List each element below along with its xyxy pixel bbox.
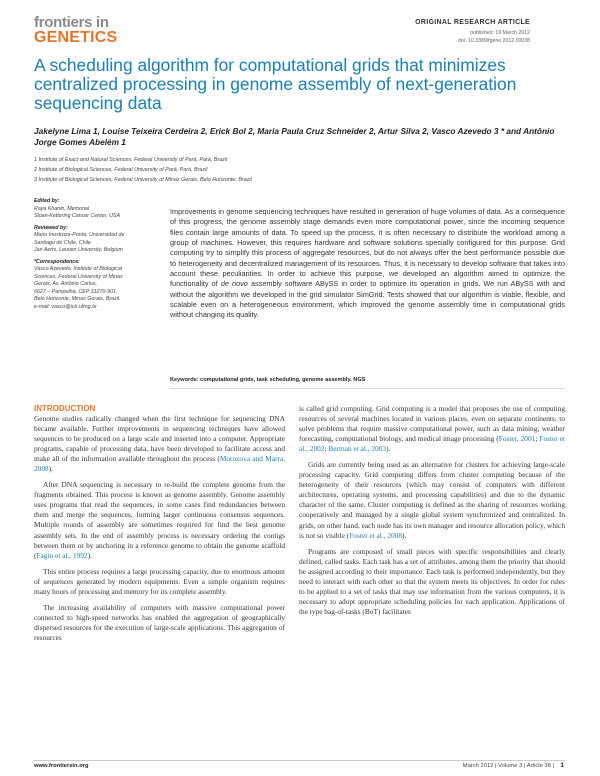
edited-by-label: Edited by: <box>34 198 60 204</box>
paragraph-text: ). <box>48 464 53 474</box>
correspondence-email[interactable]: e-mail: vasco@icb.ufmg.br <box>34 303 97 310</box>
article-title: A scheduling algorithm for computational grids that minimizes centralized processing in genome assembly of next-generation sequencing data <box>34 55 517 113</box>
doi[interactable]: doi: 10.3389/fgene.2012.00038 <box>458 38 530 44</box>
editor-line: Raya Khanin, Memorial <box>34 205 90 212</box>
paragraph <box>34 480 285 560</box>
affiliation: 1 Institute of Exact and Natural Sciences, Federal University of Pará, Pará, Brazil <box>34 157 228 163</box>
reviewer-line: Jan Aerts, Leuven University, Belgium <box>34 247 123 253</box>
paragraph: This entire process requires a large processing capacity, due to enormous amount of sequences generated by modern equipments. Even a simple organism requires many hours of processing and memory for its complete assembly. <box>34 566 285 596</box>
footer-website-link[interactable]: www.frontiersin.org <box>34 763 89 769</box>
citation-link[interactable]: Foster et al., 2002 <box>299 434 565 454</box>
correspondence-line: 6627 – Pampulha, CEP 31270-901, <box>34 288 118 295</box>
paragraph-text: ). <box>402 530 407 540</box>
paragraph: Programs are composed of small pieces with specific responsibilities and clearly defined, called tasks. Each task has a set of attributes, among them the priority that should be assigned according to their importance. Each task is performed independently, but they need to interact with each other so that the system meets its objectives. In order for rules to be applied to a set of tasks that may use information from the various computers, it is necessary to adopt appropriate scheduling policies for each application. Applications of the type bag-of-tasks (BoT) facilitates <box>299 546 565 616</box>
paragraph-text: ; <box>324 444 329 454</box>
abstract-text: Improvements in genome sequencing techniques have resulted in generation of huge volumes of data. As a consequence of this progress, the genome assembly stage demands even more computational power, since the incoming sequence files contain large amounts of data. To speed up the process, it is often necessary to distribute the workload among a group of machines. However, this requires hardware and software solutions specially configured for this purpose. Grid computing try to simplify this process of aggregate resources, but do not always offer the best performance possible due to heterogeneity and decentralized management of its resources. Thus, it is necessary to develop software that takes into account these peculiarities. In order to achieve this purpose, we developed an algorithm aimed to optimize the functionality of <box>170 207 565 289</box>
citation-link[interactable]: Morozova and Marra, 2008 <box>34 454 285 474</box>
citation-link[interactable]: Foster et al., 2008 <box>349 530 403 540</box>
journal-logo-line1: frontiers in <box>34 14 109 31</box>
correspondence-line: Sciences, Federal University of Minas <box>34 273 123 280</box>
page-number: 1 <box>560 762 564 769</box>
affiliation: 3 Institute of Biological Sciences, Federal University of Minas Gerais, Belo Horizonte, Brazil <box>34 177 252 183</box>
paragraph <box>299 404 565 454</box>
citation-link[interactable]: Fagin et al., 1992 <box>36 550 88 560</box>
footer-issue-info: March 2012 | Volume 3 | Article 38 | <box>462 763 554 769</box>
journal-logo-line2: GENETICS <box>34 29 118 46</box>
paragraph-text: ; <box>535 434 540 444</box>
paragraph-text: ). <box>87 550 92 560</box>
reviewed-by-label: Reviewed by: <box>34 224 68 231</box>
editorial-sidebar <box>34 198 159 315</box>
section-heading: INTRODUCTION <box>34 404 96 413</box>
abstract <box>170 207 565 321</box>
paragraph-text: Grids are currently being used as an alternative for clusters for achieving large-scale processing capacity. Grid computing differs from cluster computing because of the heterogeneity of their resources (which may consist of computers with different architectures, operating systems, and processing capabilities) and due to the dynamic character of the same. Cluster computing is defined as the sharing of resources working cooperatively and managed by a single global system synchronized and centralized. In grids, on other hand, each node has its own manager and resource allocation policy, which is not so visible ( <box>299 460 565 540</box>
reviewed-by-block <box>34 225 159 255</box>
citation-link[interactable]: Berman et al., 2003 <box>328 444 387 454</box>
correspondence-line: Gerais, Av. Antônio Carlos, <box>34 281 98 287</box>
reviewer-line: Mario Inostroza-Ponta, Universidad de <box>34 232 125 238</box>
correspondence-label: *Correspondence: <box>34 258 80 265</box>
divider <box>170 388 565 389</box>
article-type: ORIGINAL RESEARCH ARTICLE <box>415 19 530 26</box>
paragraph <box>34 414 285 474</box>
keywords: Keywords: computational grids, task scheduling, genome assembly, NGS <box>170 377 366 383</box>
correspondence-line: Belo Horizonte, Minas Gerais, Brazil. <box>34 296 121 302</box>
abstract-text: assembly software ABySS in order to optimize its operation in grids. We run ABySS with and without the algorithm we developed in the grid simulator SimGrid. Tests showed that our algorithm is viable, flexible, and scalable even on a heterogeneous environment, which improved the genome assembly time in computational grids without changing its quality. <box>170 279 565 320</box>
body-column-left <box>34 414 285 649</box>
paragraph-text: Genome studies radically changed when the first technique for sequencing DNA became available. Further improvements in sequencing techniques have allowed sequences to be produced on a large scale and inserted into a computer. Appropriate programs, capable of processing data, have been developed to facilitate access and make all of the information available throughout the process ( <box>34 414 285 464</box>
correspondence-line: Vasco Azevedo, Institute of Biological <box>34 266 122 272</box>
published-date: published: 19 March 2012 <box>470 30 530 36</box>
editor-line: Sloan-Kettering Cancer Center, USA <box>34 213 120 219</box>
paragraph-text: After DNA sequencing is necessary to re-build the complete genome from the fragments obtained. This process is known as genome assembly. Genome assembly uses programs that read the sequences, in some cases find redundancies between them and merge the sequences, forming larger continuous consensus sequences. Multiple rounds of assembly are sometimes required for find the best genome assembly sets. In the end of assembly process is necessary ordering the contigs between them or by anchoring in a reference genome to obtain the genome scaffold ( <box>34 480 285 560</box>
citation-link[interactable]: Foster, 2001 <box>498 434 536 444</box>
abstract-italic: de novo <box>220 279 248 289</box>
reviewer-line: Santiago de Chile, Chile <box>34 239 91 246</box>
paragraph: The increasing availability of computers with massive computational power connected to high-speed networks has enabled the aggregation of geographically dispersed resources for the execution of large-scale applications. This aggregation of resources <box>34 602 285 642</box>
correspondence-block <box>34 259 159 312</box>
footer-divider <box>34 760 565 761</box>
paragraph-text: ). <box>386 444 391 454</box>
affiliation: 2 Institute of Biological Sciences, Federal University of Pará, Pará, Brazil <box>34 167 208 173</box>
body-column-right <box>299 404 565 623</box>
author-list: Jakelyne Lima 1, Louise Teixeira Cerdeira 2, Erick Bol 2, Maria Paula Cruz Schneider 2, Artur Silva 2, Vasco Azevedo 3 * and Antônio Jorge Gomes Abelém 1 <box>34 126 555 147</box>
edited-by-block <box>34 198 159 221</box>
paragraph <box>299 460 565 540</box>
paragraph-text: is called grid computing. Grid computing is a model that proposes the use of computing resources of several machines located in various places, even on separate continents, to solve problems that require massive computational power, such as data mining, weather forecasting, computational biology, and medical image processing ( <box>299 404 565 444</box>
